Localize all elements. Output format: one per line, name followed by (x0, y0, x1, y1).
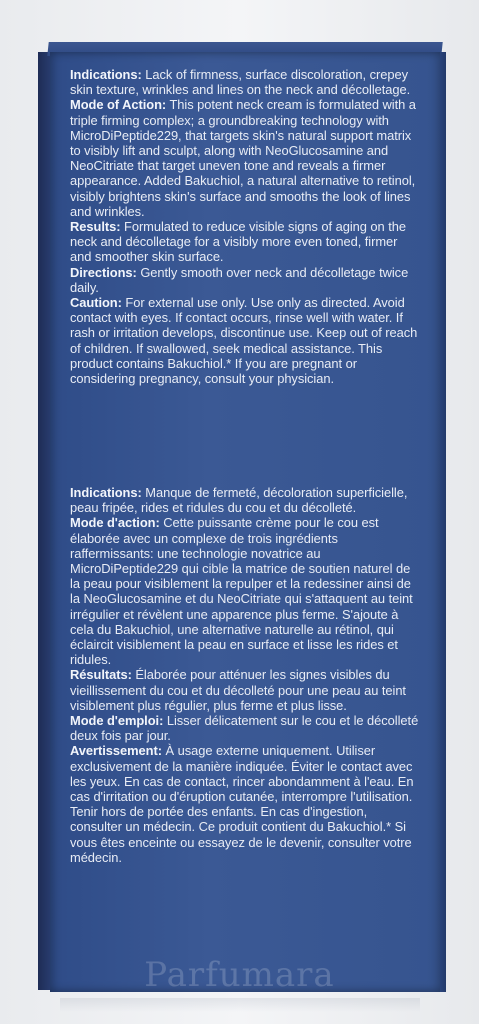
fr-avert-label: Avertissement: (70, 743, 162, 759)
en-mode-label: Mode of Action: (70, 97, 167, 113)
fr-emploi-label: Mode d'emploi: (70, 713, 164, 729)
en-caution-text: For external use only. Use only as directed. Avoid contact with eyes. If contact occurs, rinse well with water. If rash or irritation develops, discontinue use. Keep out of reach of children. If swallowed, seek medical assistance. This product contains Bakuchiol.* If you are pregnant or considering pregnancy, consult your physician. (70, 295, 418, 387)
en-mode-text: This potent neck cream is formulated with a triple firming complex; a groundbreaking technology with MicroDiPeptide229, that targets skin's natural support matrix to visibly lift and sculpt, along with NeoGlucosamine and NeoCitriate that target uneven tone and reveals a firmer appearance. Added Bakuchiol, a natural alternative to retinol, visibly brightens skin's surface and smooths the look of lines and wrinkles. (70, 97, 416, 219)
fr-avertissement (70, 743, 422, 865)
en-directions-label: Directions: (70, 264, 137, 280)
fr-mode-label: Mode d'action: (70, 515, 160, 531)
box-right-edge (440, 52, 446, 992)
english-instructions (70, 67, 422, 386)
fr-mode-emploi (70, 713, 422, 743)
fr-mode-action (70, 515, 422, 667)
en-results (70, 219, 422, 265)
en-indications-label: Indications: (70, 67, 142, 82)
en-indications (70, 67, 422, 97)
fr-resultats (70, 667, 422, 713)
fr-mode-text: Cette puissante crème pour le cou est élaborée avec un complexe de trois ingrédients raffermissants: une technologie novatrice au MicroDiPeptide229 qui cible la matrice de soutien naturel de la peau pour visiblement la repulper et la redessiner ainsi de la NeoGlucosamine et du NeoCitriate qui s'attaquent au teint irrégulier et révèlent une apparence plus ferme. S'ajoute à cela du Bakuchiol, une alternative naturelle au rétinol, qui éclaircit visiblement la peau en surface et lisse les rides et ridules. (70, 515, 413, 668)
watermark: Parfumara (144, 955, 335, 995)
en-indications-text: Lack of firmness, surface discoloration, crepey skin texture, wrinkles and lines on the neck and décolletage. (70, 67, 411, 98)
fr-indications-label: Indications: (70, 485, 142, 500)
fr-indications (70, 485, 422, 515)
en-mode-of-action (70, 97, 422, 219)
en-caution-label: Caution: (70, 295, 122, 311)
en-results-label: Results: (70, 219, 121, 235)
fr-indications-text: Manque de fermeté, décoloration superficielle, peau fripée, rides et ridules du cou et du décolleté. (70, 485, 408, 516)
fr-resultats-text: Élaborée pour atténuer les signes visibles du vieillissement du cou et du décolleté pour une peau au teint visiblement plus régulier, plus ferme et plus lisse. (70, 667, 406, 713)
en-caution (70, 295, 422, 386)
fr-avert-text: À usage externe uniquement. Utiliser exclusivement de la manière indiquée. Éviter le contact avec les yeux. En cas de contact, rincer abondamment à l'eau. En cas d'irritation ou d'éruption cutanée, interrompre l'utilisation. Tenir hors de portée des enfants. En cas d'ingestion, consulter un médecin. Ce produit contient du Bakuchiol.* Si vous êtes enceinte ou essayez de le devenir, consulter votre médecin. (70, 743, 414, 865)
en-results-text: Formulated to reduce visible signs of aging on the neck and décolletage for a visibly more even toned, firmer and smoother skin surface. (70, 219, 406, 265)
en-directions-text: Gently smooth over neck and décolletage twice daily. (70, 264, 409, 295)
fr-emploi-text: Lisser délicatement sur le cou et le décolleté deux fois par jour. (70, 713, 419, 744)
en-directions (70, 265, 422, 295)
fr-resultats-label: Résultats: (70, 667, 132, 683)
french-instructions (70, 485, 422, 865)
surface-reflection (60, 998, 420, 1012)
